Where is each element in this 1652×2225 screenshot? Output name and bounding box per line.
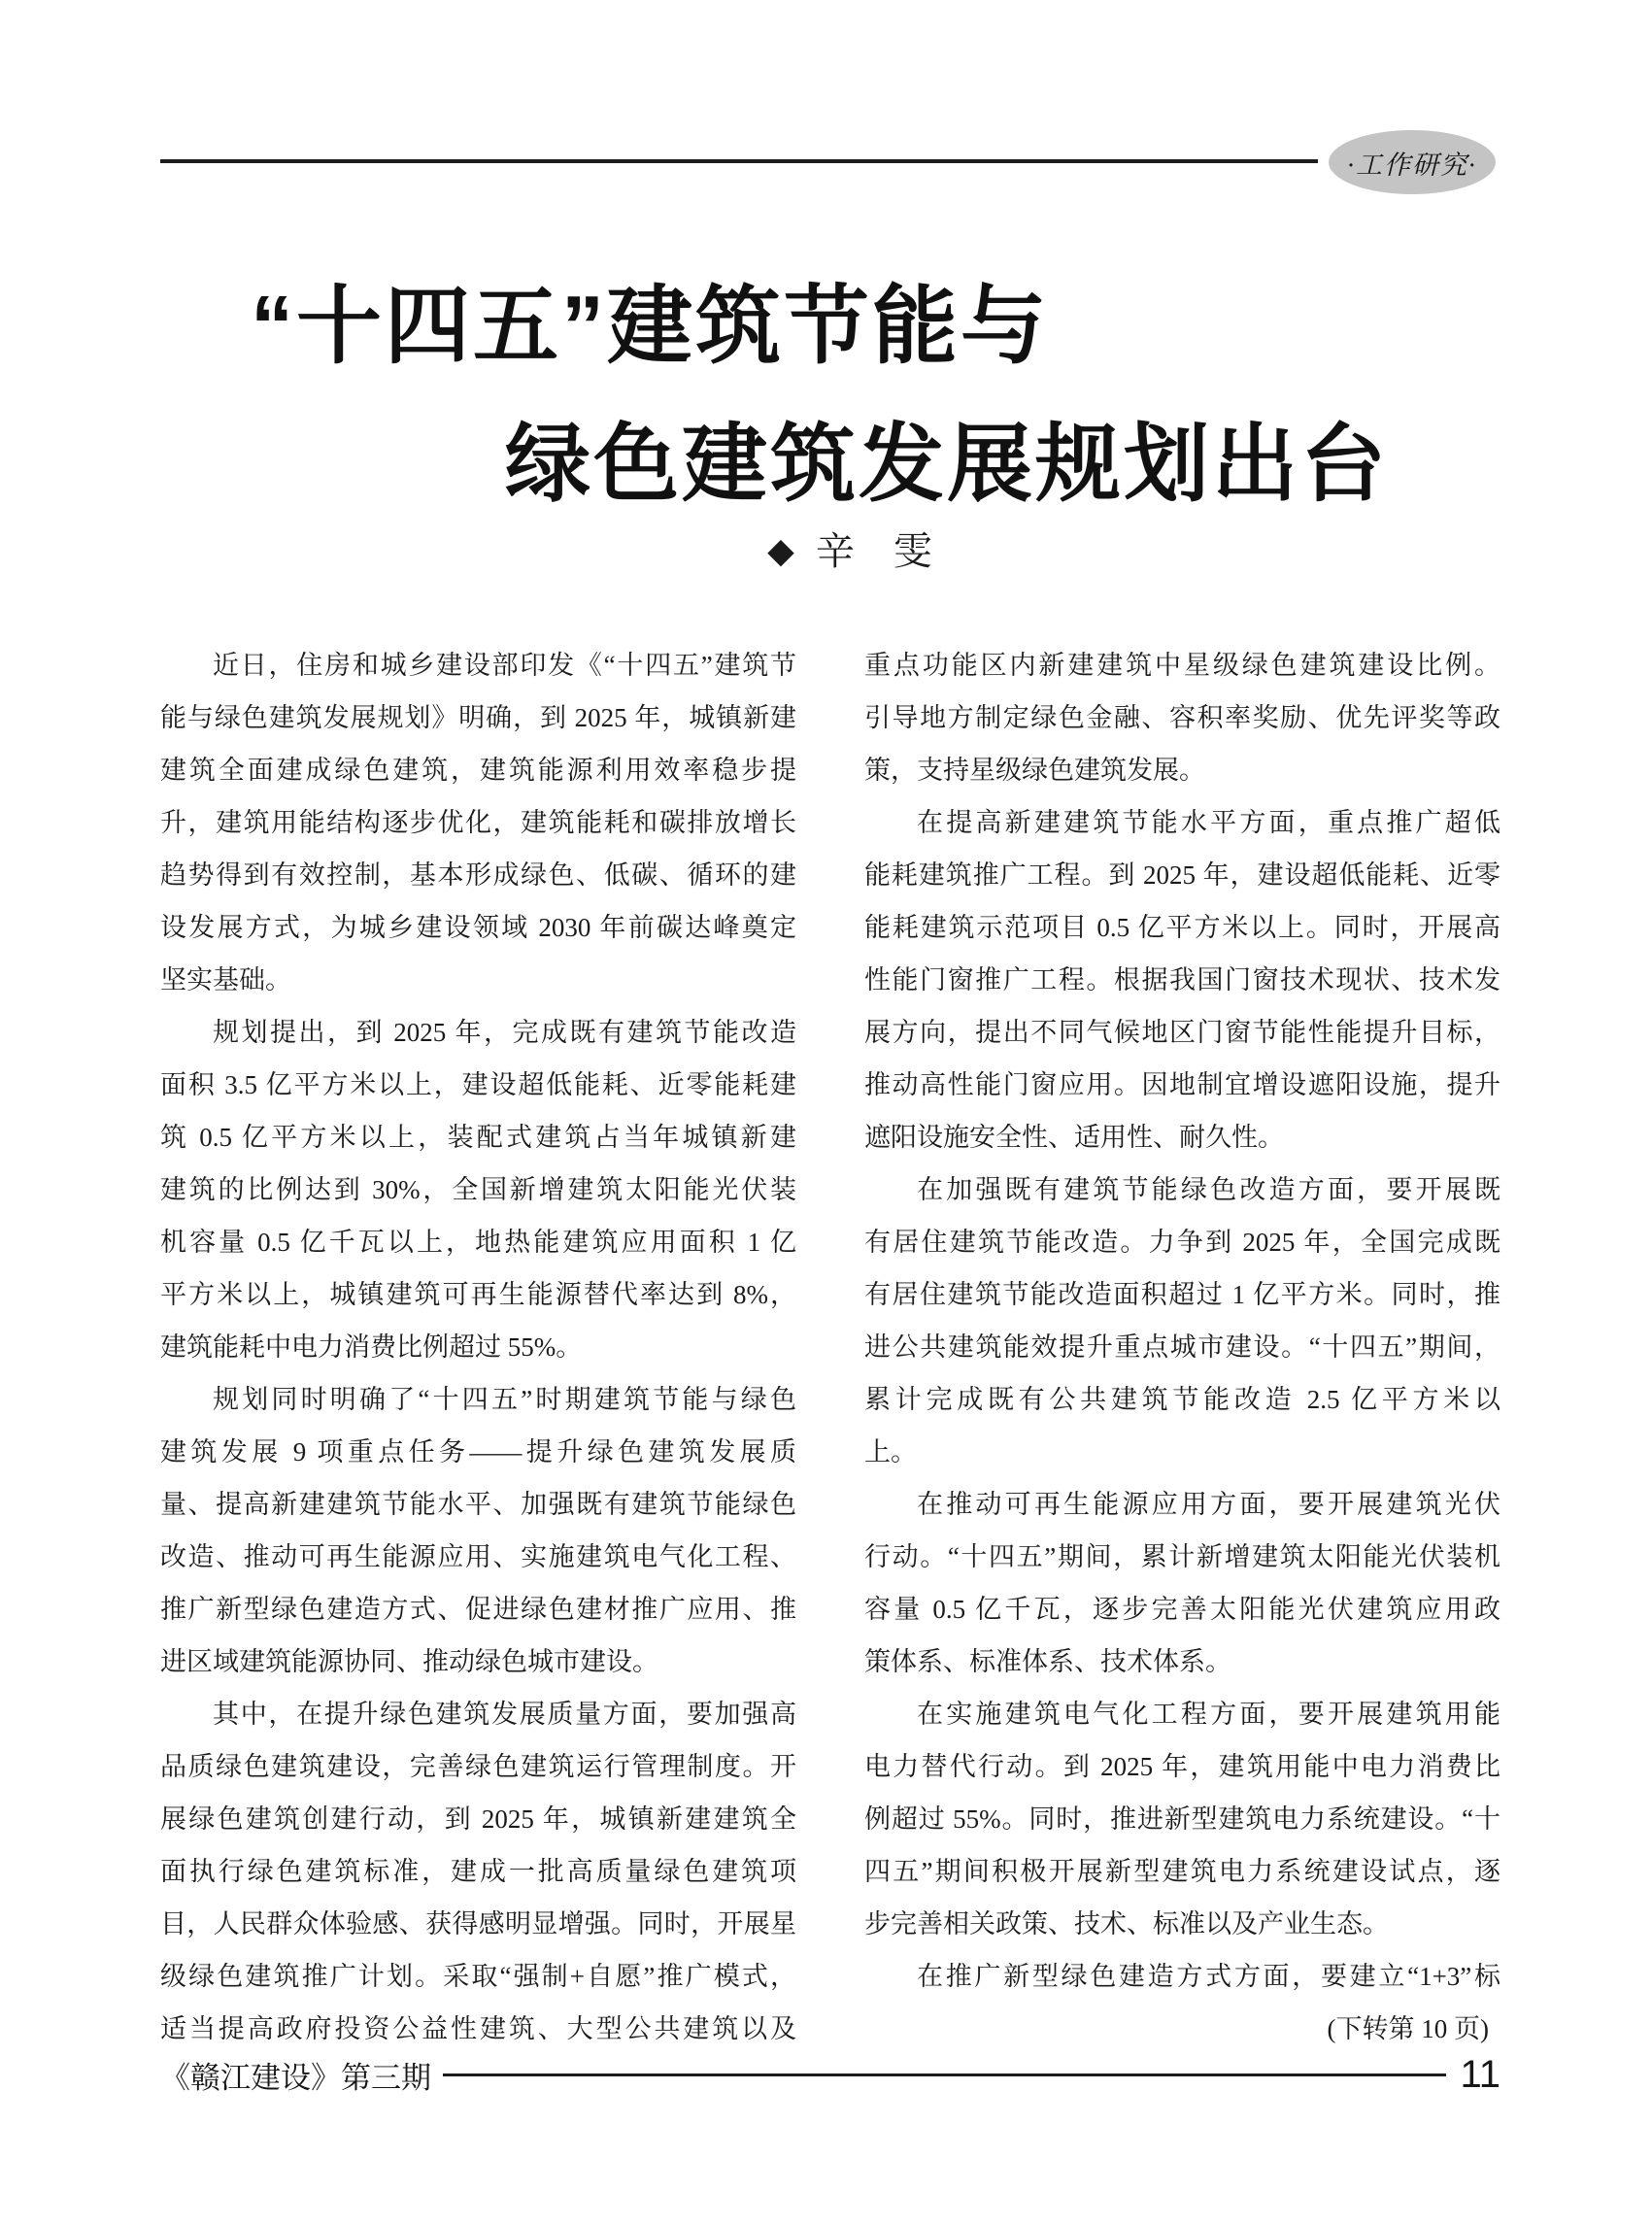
text-line: 建筑能耗中电力消费比例超过 55%。 (160, 1332, 583, 1362)
text-line: 推动高性能门窗应用。因地制宜增设遮阳设施，提升 (864, 1070, 1500, 1099)
text-line: 在推广新型绿色建造方式方面，要建立“1+3”标 (917, 1962, 1500, 1991)
text-line: 策体系、标准体系、技术体系。 (864, 1647, 1231, 1676)
text-line: 规划同时明确了“十四五”时期建筑节能与绿色 (213, 1385, 796, 1414)
text-line: 遮阳设施安全性、适用性、耐久性。 (864, 1123, 1284, 1152)
left-column (160, 639, 796, 2055)
page-footer (160, 2047, 1500, 2102)
article-body (160, 639, 1500, 2055)
text-line: 在推动可再生能源应用方面，要开展建筑光伏 (917, 1490, 1500, 1519)
text-line: 有居住建筑节能改造。力争到 2025 年，全国完成既 (864, 1228, 1500, 1257)
text-line: 平方米以上，城镇建筑可再生能源替代率达到 8%， (160, 1280, 796, 1309)
text-line: 面积 3.5 亿平方米以上，建设超低能耗、近零能耗建 (160, 1070, 796, 1099)
text-line: 性能门窗推广工程。根据我国门窗技术现状、技术发 (864, 965, 1500, 995)
text-line: 趋势得到有效控制，基本形成绿色、低碳、循环的建 (160, 860, 796, 890)
text-line: 升，建筑用能结构逐步优化，建筑能耗和碳排放增长 (160, 808, 796, 837)
diamond-icon: ◆ (767, 531, 794, 570)
header-rule (160, 159, 1318, 163)
author-name: 辛 雯 (815, 529, 932, 573)
text-line: 规划提出，到 2025 年，完成既有建筑节能改造 (213, 1018, 796, 1047)
text-line: 近日，住房和城乡建设部印发《“十四五”建筑节 (213, 651, 796, 680)
text-line: 展方向，提出不同气候地区门窗节能性能提升目标， (864, 1018, 1500, 1047)
text-line: 有居住建筑节能改造面积超过 1 亿平方米。同时，推 (864, 1280, 1500, 1309)
text-line: 容量 0.5 亿千瓦，逐步完善太阳能光伏建筑应用政 (864, 1595, 1500, 1624)
text-line: 建筑的比例达到 30%，全国新增建筑太阳能光伏装 (160, 1175, 796, 1204)
text-line: 建筑发展 9 项重点任务——提升绿色建筑发展质 (160, 1437, 796, 1466)
author-line (160, 521, 1500, 576)
text-line: 其中，在提升绿色建筑发展质量方面，要加强高 (213, 1700, 796, 1729)
section-badge-label: ·工作研究· (1347, 150, 1477, 180)
text-line: 改造、推动可再生能源应用、实施建筑电气化工程、 (160, 1542, 796, 1571)
text-line: 四五”期间积极开展新型建筑电力系统建设试点，逐 (864, 1857, 1500, 1886)
text-line: 例超过 55%。同时，推进新型建筑电力系统建设。“十 (864, 1804, 1500, 1834)
footer-rule (443, 2073, 1446, 2076)
text-line: 在加强既有建筑节能绿色改造方面，要开展既 (917, 1175, 1500, 1204)
text-line: 展绿色建筑创建行动，到 2025 年，城镇新建建筑全 (160, 1804, 796, 1834)
text-line: 适当提高政府投资公益性建筑、大型公共建筑以及 (160, 2014, 796, 2043)
text-line: 设发展方式，为城乡建设领域 2030 年前碳达峰奠定 (160, 913, 796, 942)
text-line: 目，人民群众体验感、获得感明显增强。同时，开展星 (160, 1909, 796, 1938)
text-line: (下转第 10 页) (1327, 2014, 1489, 2043)
text-line: 机容量 0.5 亿千瓦以上，地热能建筑应用面积 1 亿 (160, 1228, 796, 1257)
text-line: 级绿色建筑推广计划。采取“强制+自愿”推广模式， (160, 1962, 796, 1991)
text-line: 策，支持星级绿色建筑发展。 (864, 756, 1205, 785)
page-number: 11 (1460, 2053, 1500, 2096)
text-line: 推广新型绿色建造方式、促进绿色建材推广应用、推 (160, 1595, 796, 1624)
text-line: 建筑全面建成绿色建筑，建筑能源利用效率稳步提 (160, 756, 796, 785)
text-line: 行动。“十四五”期间，累计新增建筑太阳能光伏装机 (864, 1542, 1500, 1571)
text-line: 筑 0.5 亿平方米以上，装配式建筑占当年城镇新建 (160, 1123, 796, 1152)
text-line: 品质绿色建筑建设，完善绿色建筑运行管理制度。开 (160, 1752, 796, 1781)
article-title-line-2: 绿色建筑发展规划出台 (505, 416, 1390, 512)
text-line: 能耗建筑推广工程。到 2025 年，建设超低能耗、近零 (864, 860, 1500, 890)
text-line: 进公共建筑能效提升重点城市建设。“十四五”期间， (864, 1332, 1500, 1362)
text-line: 在提高新建建筑节能水平方面，重点推广超低 (917, 808, 1500, 837)
text-line: 能与绿色建筑发展规划》明确，到 2025 年，城镇新建 (160, 703, 796, 732)
text-line: 步完善相关政策、技术、标准以及产业生态。 (864, 1909, 1389, 1938)
text-line: 量、提高新建建筑节能水平、加强既有建筑节能绿色 (160, 1490, 796, 1519)
text-line: 电力替代行动。到 2025 年，建筑用能中电力消费比 (864, 1752, 1500, 1781)
text-line: 累计完成既有公共建筑节能改造 2.5 亿平方米以 (864, 1385, 1500, 1414)
text-line: 上。 (864, 1437, 917, 1466)
article-title-line-1: “十四五”建筑节能与 (251, 278, 1050, 374)
text-line: 面执行绿色建筑标准，建成一批高质量绿色建筑项 (160, 1857, 796, 1886)
text-line: 进区域建筑能源协同、推动绿色城市建设。 (160, 1647, 658, 1676)
section-badge (1329, 130, 1496, 194)
text-line: 坚实基础。 (160, 965, 291, 995)
text-line: 引导地方制定绿色金融、容积率奖励、优先评奖等政 (864, 703, 1500, 732)
text-line: 能耗建筑示范项目 0.5 亿平方米以上。同时，开展高 (864, 913, 1500, 942)
right-column (864, 639, 1500, 2055)
text-line: 重点功能区内新建建筑中星级绿色建筑建设比例。 (864, 651, 1500, 680)
text-line: 在实施建筑电气化工程方面，要开展建筑用能 (917, 1700, 1500, 1729)
journal-title: 《赣江建设》第三期 (160, 2060, 431, 2095)
